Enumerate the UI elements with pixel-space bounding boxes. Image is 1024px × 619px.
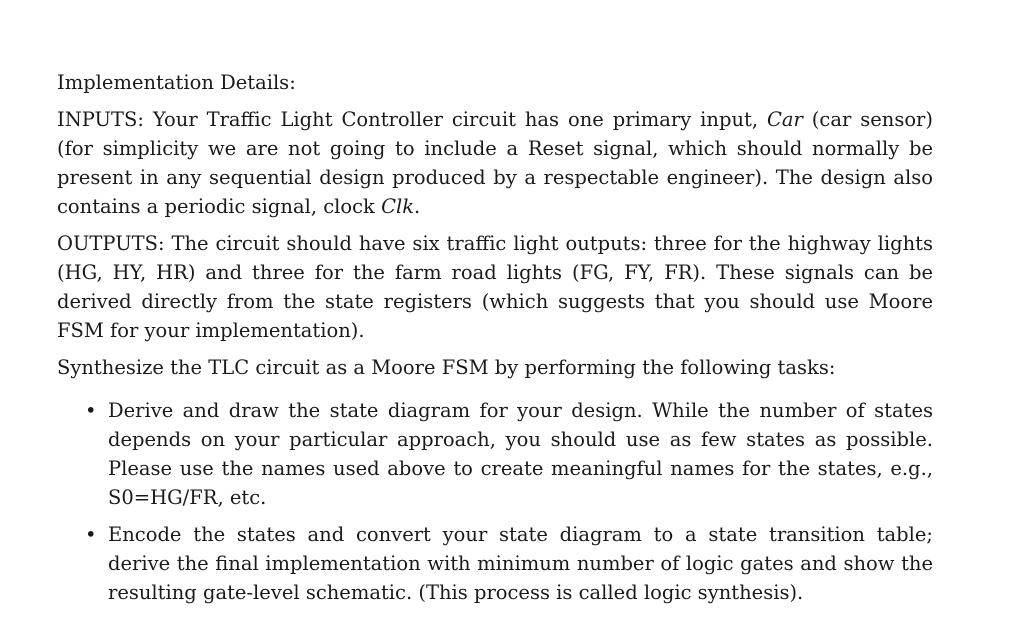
car-variable: Car (766, 108, 803, 131)
section-heading: Implementation Details: (57, 71, 296, 94)
task-list (57, 396, 933, 607)
bullet-icon: • (85, 523, 97, 546)
outputs-paragraph: OUTPUTS: The circuit should have six traffic light outputs: three for the highway lights (HG, HY, HR) and three for the farm road lights (FG, FY, FR). These signals can be derived directly from the state registers (which suggests that you should use Moore FSM for your implementation). (57, 232, 933, 342)
bullet-icon: • (85, 399, 97, 422)
task-item-encode-states (57, 520, 933, 607)
clk-variable: Clk (381, 195, 415, 218)
synthesize-paragraph: Synthesize the TLC circuit as a Moore FSM by performing the following tasks: (57, 356, 836, 379)
inputs-paragraph (57, 105, 933, 221)
document-page (57, 68, 933, 615)
task-text: Derive and draw the state diagram for your design. While the number of states depends on your particular approach, you should use as few states as possible. Please use the names used above to create meaningful names for the states, e.g., S0=HG/FR, etc. (108, 399, 933, 509)
inputs-lead-text: INPUTS: Your Traffic Light Controller circuit has one primary input, (57, 108, 759, 131)
task-item-state-diagram (57, 396, 933, 512)
task-text: Encode the states and convert your state diagram to a state transition table; derive the final implementation with minimum number of logic gates and show the resulting gate-level schematic. (This process is called logic synthesis). (108, 523, 933, 604)
inputs-end-text: . (414, 195, 421, 218)
inputs-body-text: (car sensor) (for simplicity we are not going to include a Reset signal, which should normally be present in any sequential design produced by a respectable engineer). The design also contains a periodic signal, clock (57, 108, 933, 218)
